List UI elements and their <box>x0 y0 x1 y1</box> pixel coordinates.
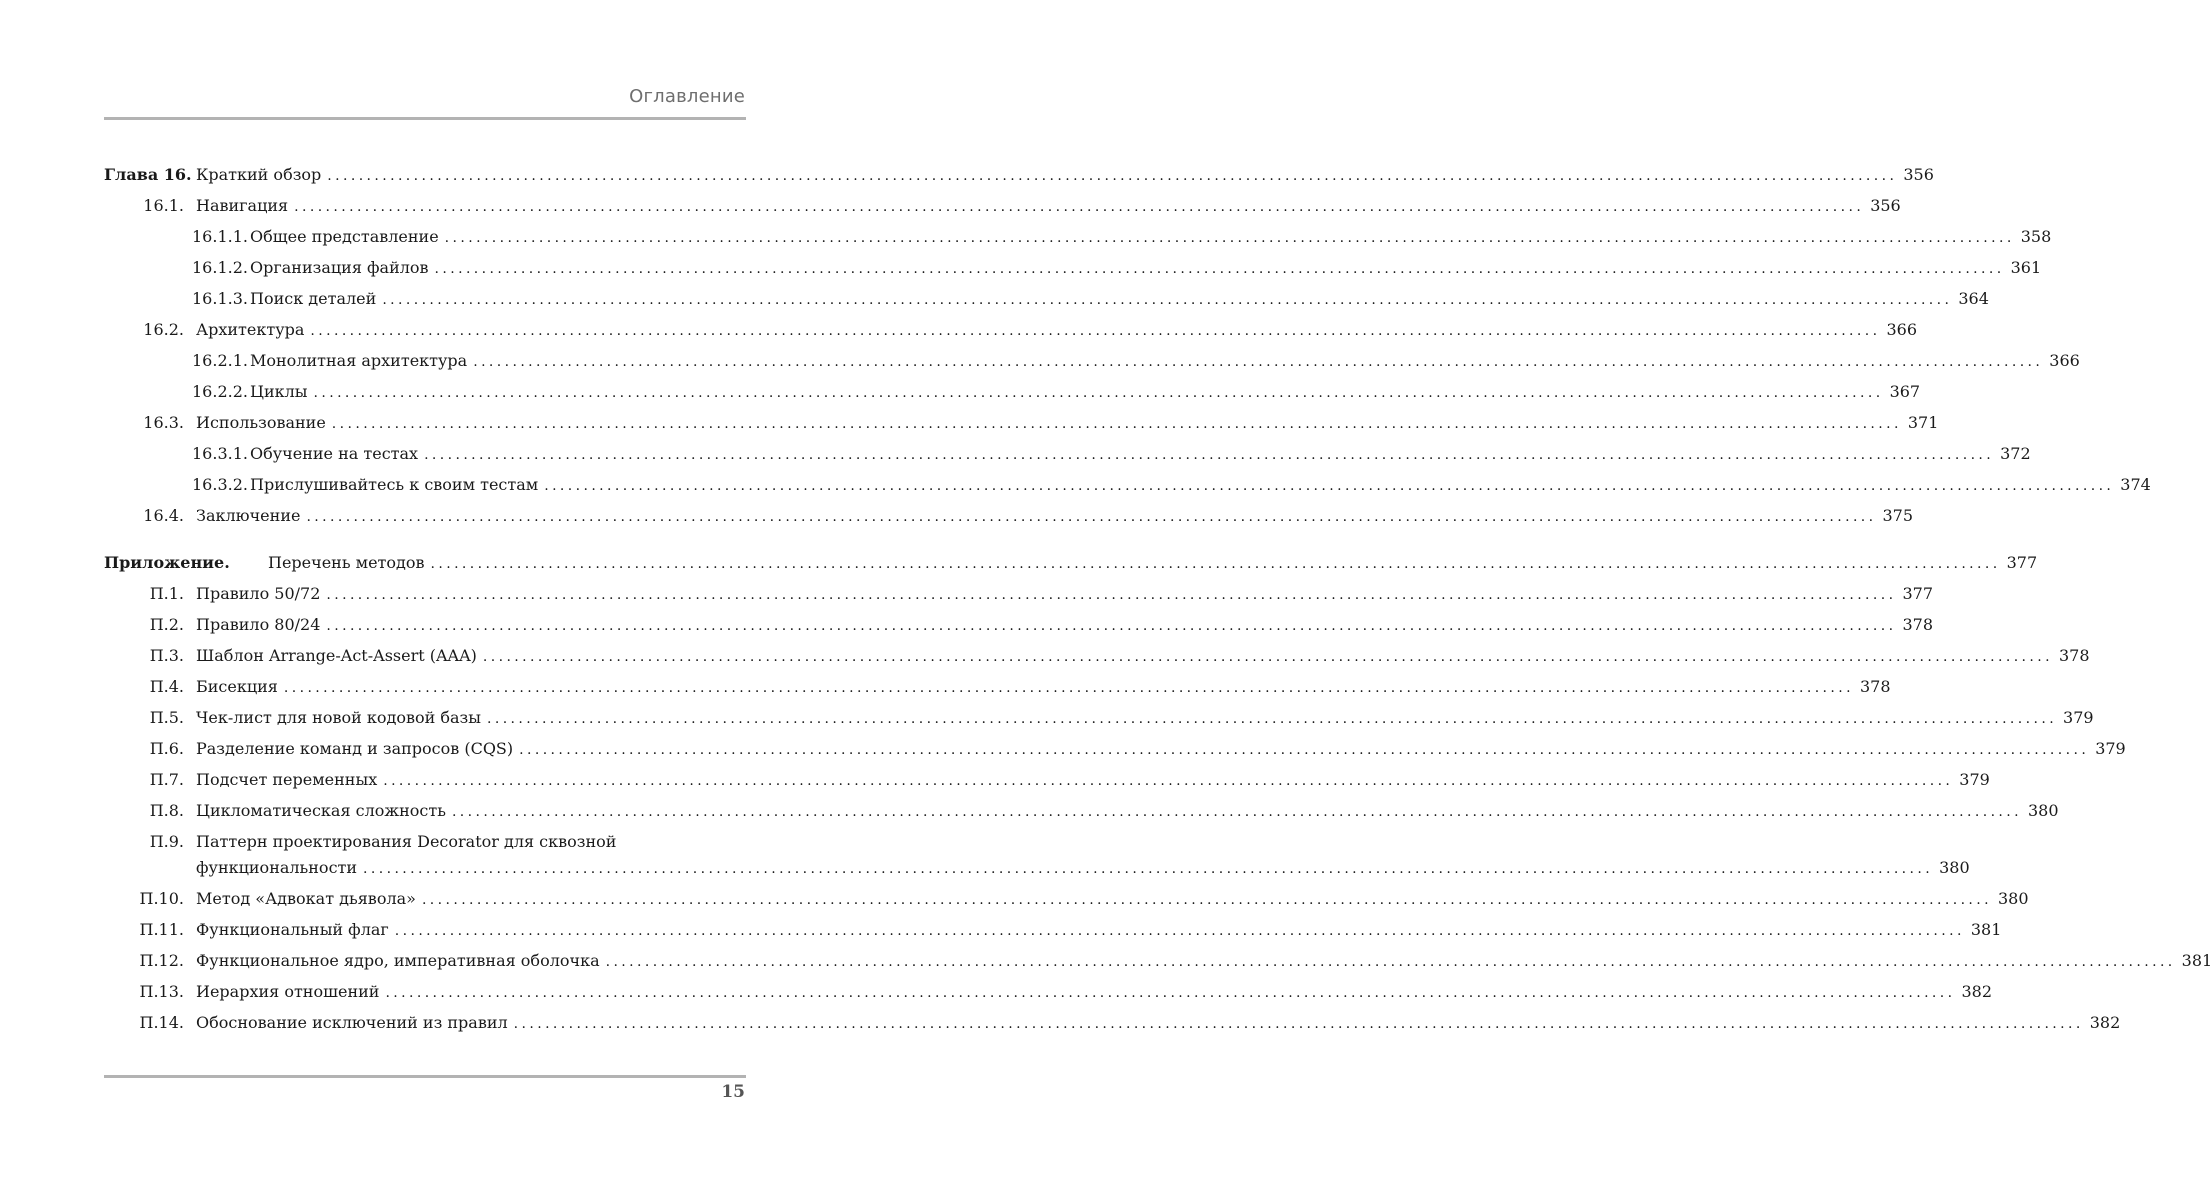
toc-entry[interactable] <box>104 438 2031 469</box>
toc-entry[interactable] <box>104 609 1933 640</box>
toc-entry[interactable] <box>104 578 1933 609</box>
entry-number: П.8. <box>149 801 184 820</box>
entry-page: 379 <box>1959 770 1990 789</box>
entry-number: П.1. <box>149 584 184 603</box>
toc-entry[interactable] <box>104 883 2029 914</box>
dot-leader: ........................................................................................................................................................................................................ <box>487 711 2058 727</box>
entry-number: 16.4. <box>143 506 184 525</box>
dot-leader: ........................................................................................................................................................................................................ <box>473 354 2044 370</box>
toc-entry[interactable] <box>104 945 2212 976</box>
entry-number: П.9. <box>149 832 184 851</box>
entry-title: Бисекция <box>196 677 278 696</box>
dot-leader: ........................................................................................................................................................................................................ <box>283 680 1854 696</box>
appendix-title: Перечень методов <box>268 553 425 572</box>
entry-page: 374 <box>2120 475 2151 494</box>
entry-page: 381 <box>2181 951 2212 970</box>
entry-number: П.3. <box>149 646 184 665</box>
entry-number: П.12. <box>139 951 184 970</box>
entry-page: 372 <box>2000 444 2031 463</box>
entry-number: П.5. <box>149 708 184 727</box>
entry-page: 380 <box>1997 889 2029 908</box>
entry-number: 16.2. <box>143 320 184 339</box>
entry-number: П.10. <box>139 889 184 908</box>
toc-entry[interactable] <box>104 976 1993 1007</box>
toc-entry[interactable] <box>104 469 2151 500</box>
dot-leader: ........................................................................................................................................................................................................ <box>430 556 2001 572</box>
dot-leader: ........................................................................................................................................................................................................ <box>544 478 2115 494</box>
entry-title: Заключение <box>196 506 301 525</box>
dot-leader: ........................................................................................................................................................................................................ <box>326 618 1897 634</box>
footer-rule <box>104 1075 746 1078</box>
entry-number: 16.3.2. <box>192 475 248 494</box>
entry-number: П.2. <box>149 615 184 634</box>
toc-entry[interactable] <box>104 914 2002 945</box>
toc-entry[interactable] <box>104 795 2059 826</box>
dot-leader: ........................................................................................................................................................................................................ <box>424 447 1995 463</box>
entry-title: Архитектура <box>196 320 305 339</box>
dot-leader: ........................................................................................................................................................................................................ <box>451 804 2022 820</box>
entry-page: 367 <box>1889 382 1921 401</box>
dot-leader: ........................................................................................................................................................................................................ <box>313 385 1884 401</box>
entry-page: 375 <box>1882 506 1914 525</box>
toc-entry[interactable] <box>104 671 1891 702</box>
entry-page: 366 <box>2049 351 2080 370</box>
toc-chapter-heading[interactable] <box>104 159 1934 190</box>
entry-title: Цикломатическая сложность <box>196 801 446 820</box>
entry-number: 16.1.1. <box>192 227 248 246</box>
entry-page: 382 <box>1961 982 1993 1001</box>
entry-page: 366 <box>1886 320 1918 339</box>
dot-leader: ........................................................................................................................................................................................................ <box>331 416 1902 432</box>
dot-leader: ........................................................................................................................................................................................................ <box>385 985 1956 1001</box>
entry-page: 378 <box>1902 615 1933 634</box>
appendix-page: 377 <box>2006 553 2038 572</box>
toc-appendix-heading[interactable] <box>104 547 2038 578</box>
entry-title: Метод «Адвокат дьявола» <box>196 889 416 908</box>
entry-page: 380 <box>2027 801 2059 820</box>
toc-entry[interactable] <box>104 764 1990 795</box>
toc-entry[interactable] <box>104 283 1989 314</box>
entry-title: Функциональный флаг <box>196 920 389 939</box>
entry-number: 16.3.1. <box>192 444 248 463</box>
entry-page: 382 <box>2089 1013 2121 1032</box>
entry-title: Монолитная архитектура <box>250 351 468 370</box>
entry-title: Обоснование исключений из правил <box>196 1013 508 1032</box>
entry-title: Правило 80/24 <box>196 615 321 634</box>
entry-title: Чек-лист для новой кодовой базы <box>196 708 481 727</box>
entry-number: 16.1.2. <box>192 258 248 277</box>
entry-page: 380 <box>1939 858 1970 877</box>
dot-leader: ........................................................................................................................................................................................................ <box>605 954 2176 970</box>
entry-title: Обучение на тестах <box>250 444 419 463</box>
entry-title: Подсчет переменных <box>196 770 378 789</box>
toc-entry[interactable] <box>104 221 2052 252</box>
entry-number: П.6. <box>149 739 184 758</box>
entry-page: 379 <box>2095 739 2126 758</box>
dot-leader: ........................................................................................................................................................................................................ <box>310 323 1881 339</box>
toc-appendix <box>104 547 2212 1038</box>
entry-title: Общее представление <box>250 227 439 246</box>
entry-number: 16.1. <box>143 196 184 215</box>
entry-title: Организация файлов <box>250 258 429 277</box>
toc-entry[interactable] <box>104 733 2126 764</box>
entry-number: П.4. <box>149 677 184 696</box>
dot-leader: ........................................................................................................................................................................................................ <box>306 509 1877 525</box>
entry-title: Разделение команд и запросов (CQS) <box>196 739 514 758</box>
entry-page: 377 <box>1902 584 1933 603</box>
entry-number: 16.3. <box>143 413 184 432</box>
entry-number: 16.1.3. <box>192 289 248 308</box>
chapter-page: 356 <box>1903 165 1934 184</box>
running-head: Оглавление <box>629 86 745 107</box>
entry-title: Циклы <box>250 382 308 401</box>
dot-leader: ........................................................................................................................................................................................................ <box>482 649 2053 665</box>
dot-leader: ........................................................................................................................................................................................................ <box>382 292 1953 308</box>
dot-leader: ........................................................................................................................................................................................................ <box>394 923 1965 939</box>
toc-entry[interactable] <box>104 640 2090 671</box>
entry-number: П.13. <box>139 982 184 1001</box>
chapter-label: Глава 16. <box>104 165 192 184</box>
entry-number: П.14. <box>139 1013 184 1032</box>
entry-number: П.7. <box>149 770 184 789</box>
entry-page: 356 <box>1870 196 1901 215</box>
entry-title: Использование <box>196 413 326 432</box>
chapter-title: Краткий обзор <box>196 165 322 184</box>
dot-leader: ........................................................................................................................................................................................................ <box>421 892 1992 908</box>
toc-entry[interactable] <box>104 500 1914 531</box>
entry-number: 16.2.1. <box>192 351 248 370</box>
appendix-label: Приложение. <box>104 553 230 572</box>
toc-entry[interactable] <box>104 826 1970 883</box>
entry-page: 378 <box>2058 646 2090 665</box>
toc-chapter-16 <box>104 159 2151 531</box>
entry-page: 381 <box>1970 920 2002 939</box>
entry-title: Правило 50/72 <box>196 584 321 603</box>
entry-title: Прислушивайтесь к своим тестам <box>250 475 539 494</box>
dot-leader: ........................................................................................................................................................................................................ <box>363 861 1934 877</box>
entry-title-line1: Паттерн проектирования Decorator для сквозной <box>196 832 617 851</box>
header-rule <box>104 117 746 120</box>
entry-page: 371 <box>1907 413 1939 432</box>
entry-page: 361 <box>2010 258 2042 277</box>
entry-title: Навигация <box>196 196 289 215</box>
entry-number: 16.2.2. <box>192 382 248 401</box>
entry-number: П.11. <box>139 920 184 939</box>
toc-entry[interactable] <box>104 252 2042 283</box>
entry-title: Иерархия отношений <box>196 982 380 1001</box>
entry-page: 364 <box>1958 289 1989 308</box>
entry-title: Поиск деталей <box>250 289 377 308</box>
entry-page: 358 <box>2020 227 2052 246</box>
entry-title: Шаблон Arrange-Act-Assert (AAA) <box>196 646 477 665</box>
entry-page: 379 <box>2063 708 2094 727</box>
toc-entry[interactable] <box>104 376 1921 407</box>
dot-leader: ........................................................................................................................................................................................................ <box>294 199 1865 215</box>
dot-leader: ........................................................................................................................................................................................................ <box>519 742 2090 758</box>
toc-entry[interactable] <box>104 1007 2121 1038</box>
dot-leader: ........................................................................................................................................................................................................ <box>444 230 2015 246</box>
entry-title: функциональности <box>196 858 358 877</box>
dot-leader: ........................................................................................................................................................................................................ <box>326 587 1897 603</box>
dot-leader: ........................................................................................................................................................................................................ <box>513 1016 2084 1032</box>
toc-entry[interactable] <box>104 345 2080 376</box>
toc-entry[interactable] <box>104 314 1918 345</box>
dot-leader: ........................................................................................................................................................................................................ <box>327 168 1898 184</box>
toc-entry[interactable] <box>104 190 1901 221</box>
dot-leader: ........................................................................................................................................................................................................ <box>434 261 2005 277</box>
toc-entry[interactable] <box>104 702 2094 733</box>
entry-title: Функциональное ядро, императивная оболочка <box>196 951 600 970</box>
toc-entry[interactable] <box>104 407 1939 438</box>
entry-page: 378 <box>1859 677 1891 696</box>
page-number: 15 <box>721 1082 745 1102</box>
dot-leader: ........................................................................................................................................................................................................ <box>383 773 1954 789</box>
